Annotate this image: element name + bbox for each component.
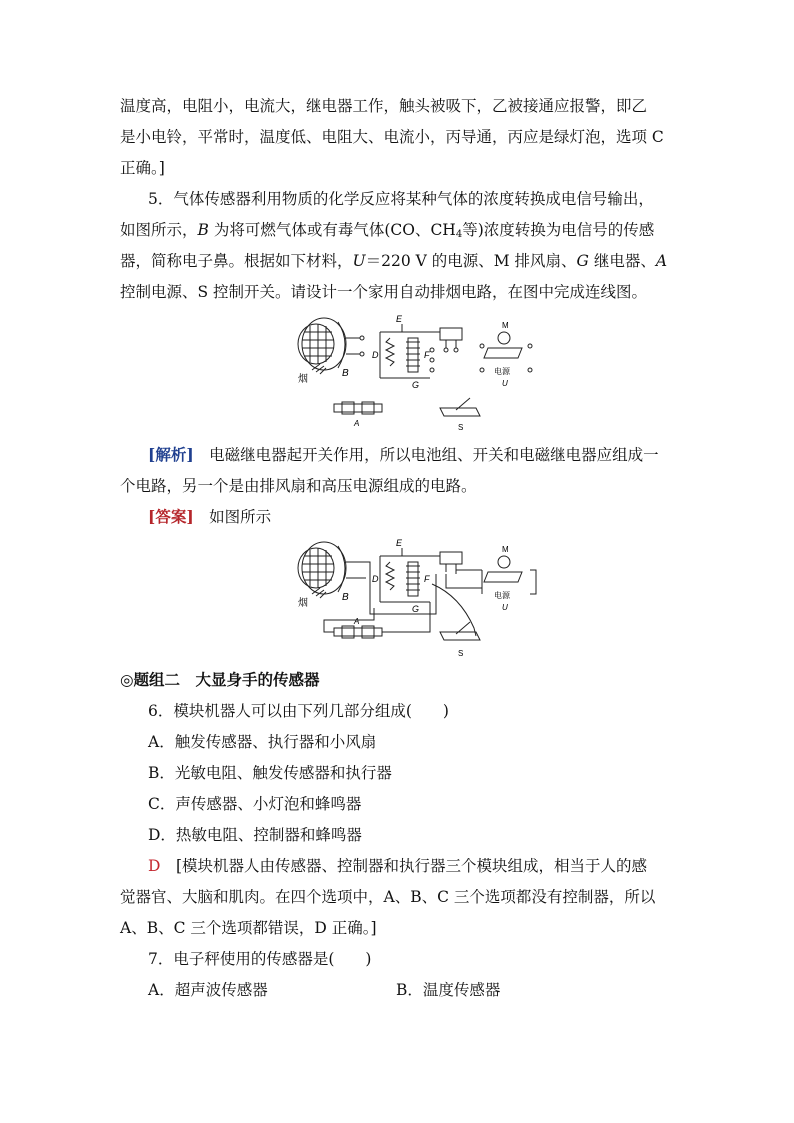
- label-S: S: [458, 423, 464, 432]
- option-7a: A．超声波传感器: [148, 981, 268, 999]
- q5-text: 为将可燃气体或有毒气体(CO、CH: [208, 221, 456, 239]
- q5-var-A: A: [655, 252, 668, 270]
- circuit-figure-answer: [290, 536, 540, 661]
- label-M: M: [502, 321, 509, 330]
- answer-text: 如图所示: [193, 508, 272, 526]
- label-power: 电源: [494, 591, 510, 600]
- option-6d: D．热敏电阻、控制器和蜂鸣器: [148, 826, 362, 844]
- option-6c: C．声传感器、小灯泡和蜂鸣器: [148, 795, 362, 813]
- label-E: E: [396, 314, 403, 324]
- question-5-line-1: 5．气体传感器利用物质的化学反应将某种气体的浓度转换成电信号输出，: [148, 190, 654, 208]
- question-5-line-3: [120, 251, 680, 271]
- answer-6-line-3: A、B、C 三个选项都错误，D 正确。]: [120, 919, 377, 937]
- label-G: G: [412, 380, 420, 390]
- text-line-1: 温度高，电阻小，电流大，继电器工作，触头被吸下，乙被接通应报警，即乙: [120, 97, 648, 115]
- label-smoke: 烟: [298, 374, 308, 385]
- analysis-line-2: 个电路，另一个是由排风扇和高压电源组成的电路。: [120, 477, 477, 495]
- answer-line: [148, 507, 708, 527]
- label-D: D: [372, 574, 379, 584]
- option-7b: B．温度传感器: [396, 981, 501, 999]
- q5-text: 等)浓度转换为电信号的传感: [462, 221, 655, 239]
- answer-6-text: [模块机器人由传感器、控制器和执行器三个模块组成，相当于人的感: [160, 857, 647, 875]
- answer-6-line-1: [148, 856, 708, 876]
- label-M: M: [502, 545, 509, 554]
- q5-text: 继电器、: [588, 252, 656, 270]
- q5-var-B: B: [197, 221, 209, 239]
- analysis-tag: [解析]: [148, 445, 194, 464]
- label-E: E: [396, 538, 403, 548]
- answer-6-letter: D: [148, 857, 161, 875]
- section-heading-group-2: ◎题组二 大显身手的传感器: [120, 670, 320, 689]
- label-D: D: [372, 350, 379, 360]
- analysis-text: 电磁继电器起开关作用，所以电池组、开关和电磁继电器应组成一: [193, 446, 659, 464]
- question-5-line-4: 控制电源、S 控制开关。请设计一个家用自动排烟电路，在图中完成连线图。: [120, 283, 648, 301]
- q5-text: 如图所示，: [120, 221, 198, 239]
- label-A: A: [354, 419, 360, 428]
- label-G: G: [412, 604, 420, 614]
- question-7: 7．电子秤使用的传感器是( ): [148, 950, 372, 968]
- label-U: U: [502, 379, 508, 388]
- text-line-3: 正确。]: [120, 159, 165, 177]
- q5-var-U: U: [352, 252, 366, 270]
- question-5-line-2: [120, 220, 680, 245]
- q5-var-G: G: [576, 252, 589, 270]
- answer-tag: [答案]: [148, 507, 194, 526]
- label-A: A: [354, 617, 360, 626]
- option-6b: B．光敏电阻、触发传感器和执行器: [148, 764, 392, 782]
- label-S: S: [458, 649, 464, 658]
- label-smoke: 烟: [298, 598, 308, 609]
- q5-text: 器，简称电子鼻。根据如下材料，: [120, 252, 353, 270]
- analysis-line-1: [148, 445, 708, 465]
- text-line-2: 是小电铃，平常时，温度低、电阻大、电流小，丙导通，丙应是绿灯泡，选项 C: [120, 128, 664, 146]
- answer-6-line-2: 觉器官、大脑和肌肉。在四个选项中，A、B、C 三个选项都没有控制器，所以: [120, 888, 656, 906]
- label-F: F: [424, 350, 430, 360]
- option-6a: A．触发传感器、执行器和小风扇: [148, 733, 377, 751]
- circuit-figure-question: [290, 312, 540, 437]
- label-power: 电源: [494, 367, 510, 376]
- q5-subscript: 4: [455, 229, 463, 240]
- question-6: 6．模块机器人可以由下列几部分组成( ): [148, 702, 449, 720]
- label-F: F: [424, 574, 430, 584]
- label-U: U: [502, 603, 508, 612]
- q5-text: ＝220 V 的电源、M 排风扇、: [365, 252, 577, 270]
- label-B: B: [342, 592, 349, 603]
- label-B: B: [342, 368, 349, 379]
